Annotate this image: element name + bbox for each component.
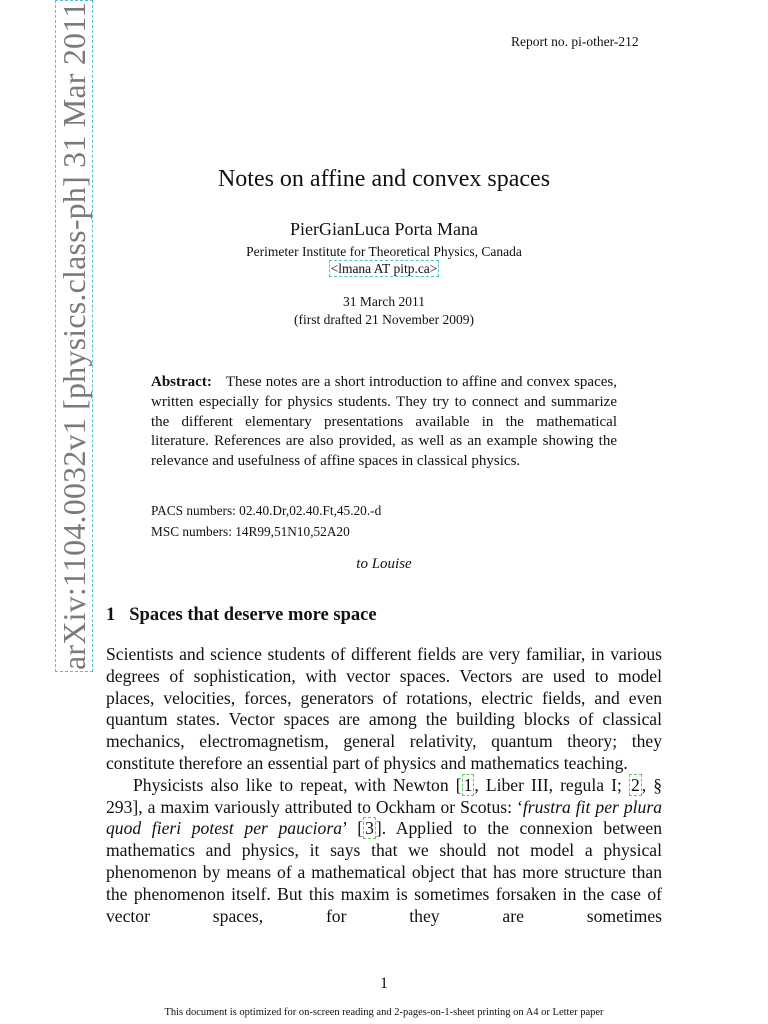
- paper-title: Notes on affine and convex spaces: [217, 166, 551, 192]
- section-number: 1: [106, 605, 116, 625]
- paragraph-2-text: ]. Applied to the connexion between mathematics and physics, it says that we should not model a physical phenomenon by means of a mathematical object that has more structure than the phenomenon itself. But this maxim is sometimes forsaken in the case of vector spaces, for they are sometimes: [106, 818, 663, 926]
- report-number: Report no. pi-other-212: [511, 34, 639, 49]
- paragraph-2-text: ’ [: [342, 818, 364, 839]
- msc-numbers: MSC numbers: 14R99,51N10,52A20: [151, 524, 350, 539]
- citation-link[interactable]: 3: [365, 818, 374, 839]
- affiliation: Perimeter Institute for Theoretical Physics, Canada: [246, 244, 522, 259]
- abstract-label: Abstract:: [151, 374, 212, 390]
- latin-quote: frustra fit per plura quod fieri potest per pauciora: [106, 796, 662, 839]
- paragraph-2-text: , § 293], a maxim variously attributed to Ockham or Scotus: ‘: [106, 774, 663, 817]
- email-link[interactable]: <lmana AT pitp.ca>: [330, 261, 438, 276]
- footer-note: This document is optimized for on-screen reading and 2-pages-on-1-sheet printing on A4 or Letter paper: [164, 1007, 604, 1018]
- paragraph-1: Scientists and science students of different fields are very familiar, in various degrees of sophistication, with vector spaces. Vectors are used to model places, velocities, forces, generators of rotations, electric fields, and even quantum states. Vector spaces are among the building blocks of classical mechanics, electromagnetism, general relativity, quantum theory; they constitute therefore an essential part of physics and mathematics teaching.: [106, 644, 662, 773]
- date: 31 March 2011: [343, 294, 425, 309]
- paragraph-2: [106, 775, 662, 928]
- paragraph-2-text: Physicists also like to repeat, with Newton [: [133, 774, 462, 795]
- dedication: to Louise: [356, 556, 412, 572]
- paragraph-2-text: , Liber III, regula I;: [474, 774, 629, 795]
- page-number: 1: [380, 975, 388, 992]
- email-line: [0, 261, 768, 277]
- abstract: [151, 373, 617, 472]
- section-title: Spaces that deserve more space: [129, 605, 377, 625]
- pacs-numbers: PACS numbers: 02.40.Dr,02.40.Ft,45.20.-d: [151, 503, 382, 518]
- abstract-text: These notes are a short introduction to affine and convex spaces, written especially for physics students. They try to connect and summarize the different elementary presentations available in the mathematical literature. References are also provided, as well as an example showing the relevance and usefulness of affine spaces in classical physics.: [151, 374, 617, 470]
- citation-link[interactable]: 2: [630, 774, 640, 795]
- citation-link[interactable]: 1: [463, 774, 473, 795]
- arxiv-id-link[interactable]: arXiv:1104.0032v1 [physics.class-ph] 31 Mar 2011: [56, 1, 92, 670]
- section-heading: [106, 605, 377, 626]
- arxiv-stamp[interactable]: [0, 0, 92, 690]
- draft-note: (first drafted 21 November 2009): [294, 312, 474, 327]
- author-name: PierGianLuca Porta Mana: [290, 219, 478, 239]
- body-text: [106, 644, 662, 927]
